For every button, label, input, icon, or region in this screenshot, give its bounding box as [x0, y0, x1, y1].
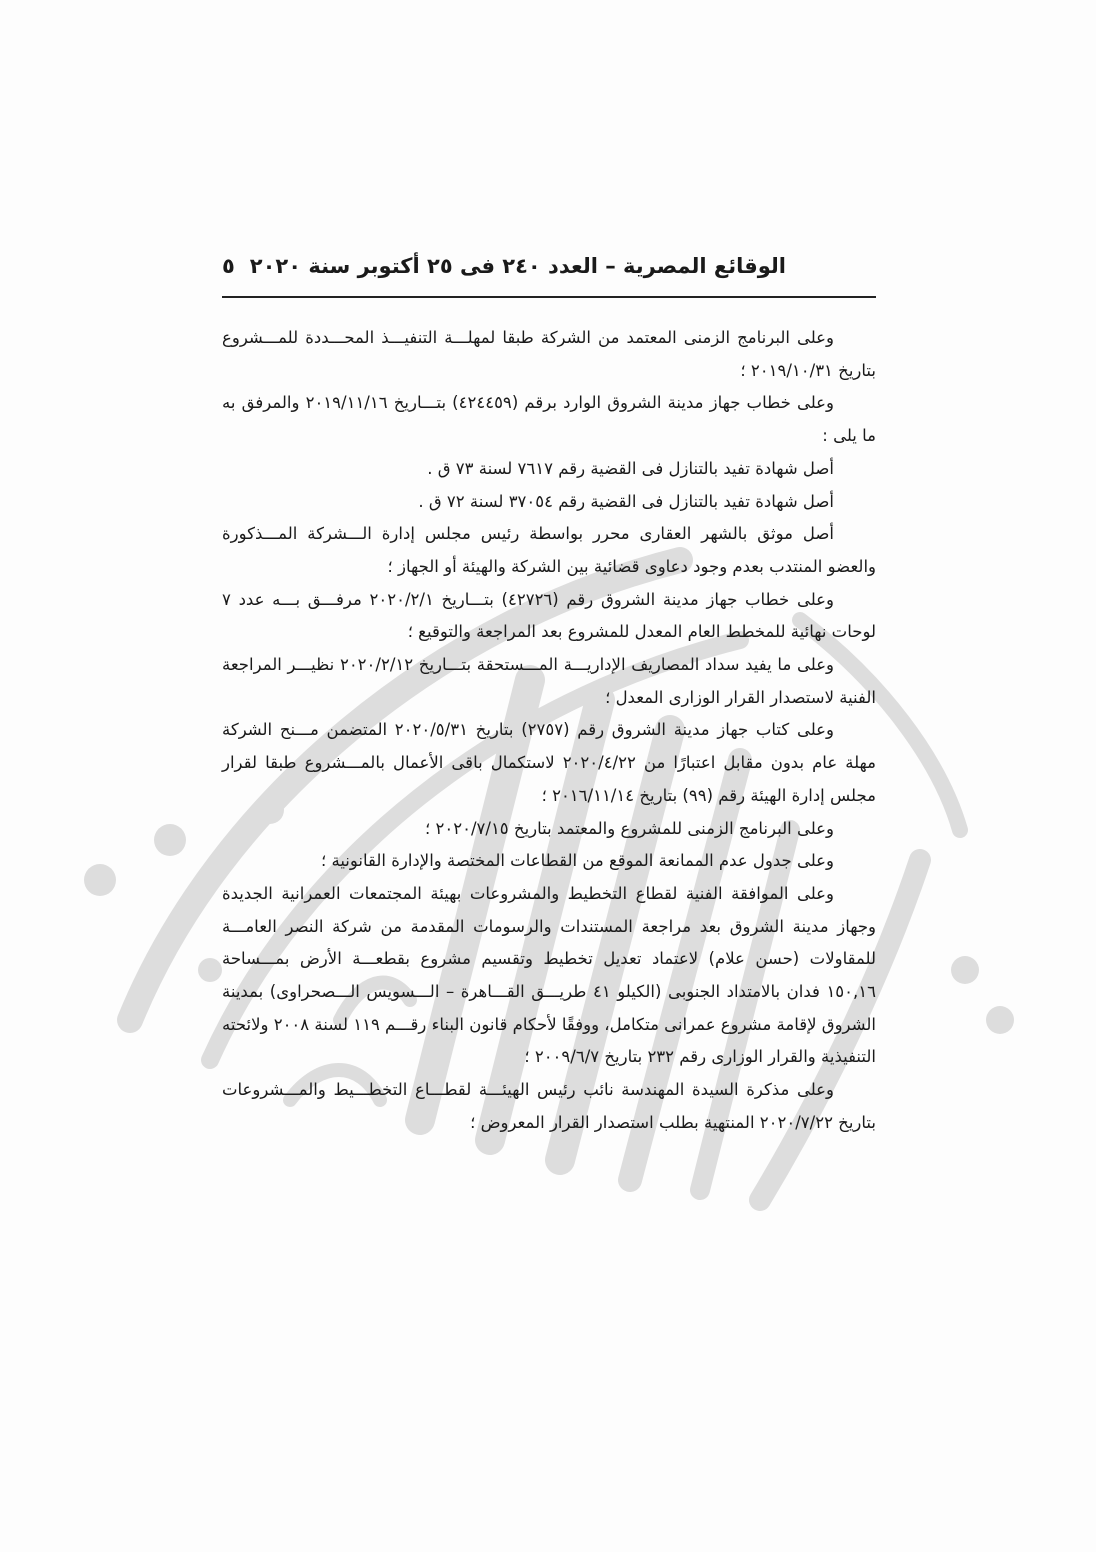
paragraph: وعلى البرنامج الزمنى المعتمد من الشركة طبقا لمهلـــة التنفيـــذ المحـــددة للمـــشروع بتاريخ ٢٠١٩/١٠/٣١ ؛ [222, 328, 876, 380]
document-body [222, 322, 876, 1140]
paragraph: وعلى ما يفيد سداد المصاريف الإداريـــة المـــستحقة بتـــاريخ ٢٠٢٠/٢/١٢ نظيـــر المراجعة الفنية لاستصدار القرار الوزارى المعدل ؛ [222, 655, 876, 707]
gazette-title: الوقائع المصرية – العدد ٢٤٠ فى ٢٥ أكتوبر سنة ٢٠٢٠ [249, 254, 786, 278]
paragraph: وعلى كتاب جهاز مدينة الشروق رقم (٢٧٥٧) بتاريخ ٢٠٢٠/٥/٣١ المتضمن مـــنح الشركة مهلة عام بدون مقابل اعتبارًا من ٢٠٢٠/٤/٢٢ لاستكمال باقى الأعمال بالمـــشروع طبقا لقرار مجلس إدارة الهيئة رقم (٩٩) بتاريخ ٢٠١٦/١١/١٤ ؛ [222, 720, 876, 805]
page-number: ٥ [222, 254, 235, 278]
list-item: أصل شهادة تفيد بالتنازل فى القضية رقم ٣٧٠٥٤ لسنة ٧٢ ق . [418, 491, 834, 511]
paragraph: وعلى خطاب جهاز مدينة الشروق رقم (٤٢٧٢٦) بتـــاريخ ٢٠٢٠/٢/١ مرفـــق بـــه عدد ٧ لوحات نهائية للمخطط العام المعدل للمشروع بعد المراجعة والتوقيع ؛ [222, 589, 876, 642]
paragraph: وعلى جدول عدم الممانعة الموقع من القطاعات المختصة والإدارة القانونية ؛ [320, 851, 834, 871]
list-item: أصل شهادة تفيد بالتنازل فى القضية رقم ٧٦١٧ لسنة ٧٣ ق . [427, 458, 834, 478]
paragraph: وعلى خطاب جهاز مدينة الشروق الوارد برقم (٤٢٤٤٥٩) بتـــاريخ ٢٠١٩/١١/١٦ والمرفق به ما يلى : [222, 393, 876, 446]
paragraph: وعلى مذكرة السيدة المهندسة نائب رئيس الهيئـــة لقطـــاع التخطـــيط والمـــشروعات بتاريخ ٢٠٢٠/٧/٢٢ المنتهية بطلب استصدار القرار المعروض ؛ [222, 1080, 876, 1132]
list-item: أصل موثق بالشهر العقارى محرر بواسطة رئيس مجلس إدارة الـــشركة المـــذكورة والعضو المنتدب بعدم وجود دعاوى قضائية بين الشركة والهيئة أو الجهاز ؛ [222, 524, 876, 576]
paragraph: وعلى الموافقة الفنية لقطاع التخطيط والمشروعات بهيئة المجتمعات العمرانية الجديدة وجهاز مدينة الشروق بعد مراجعة المستندات والرسومات المقدمة من شركة النصر العامـــة للمقاولات (حسن علام) لاعتماد تعديل تخطيط وتقسيم مشروع بقطعـــة الأرض بمـــساحة ١٥٠,١٦ فدان بالامتداد الجنوبى (الكيلو ٤١ طريـــق القـــاهرة – الـــسويس الـــصحراوى) بمدينة الشروق لإقامة مشروع عمرانى متكامل، ووفقًا لأحكام قانون البناء رقـــم ١١٩ لسنة ٢٠٠٨ ولائحته التنفيذية والقرار الوزارى رقم ٢٣٢ بتاريخ ٢٠٠٩/٦/٧ ؛ [222, 883, 876, 1067]
paragraph: وعلى البرنامج الزمنى للمشروع والمعتمد بتاريخ ٢٠٢٠/٧/١٥ ؛ [425, 818, 834, 838]
page-header [222, 250, 876, 298]
